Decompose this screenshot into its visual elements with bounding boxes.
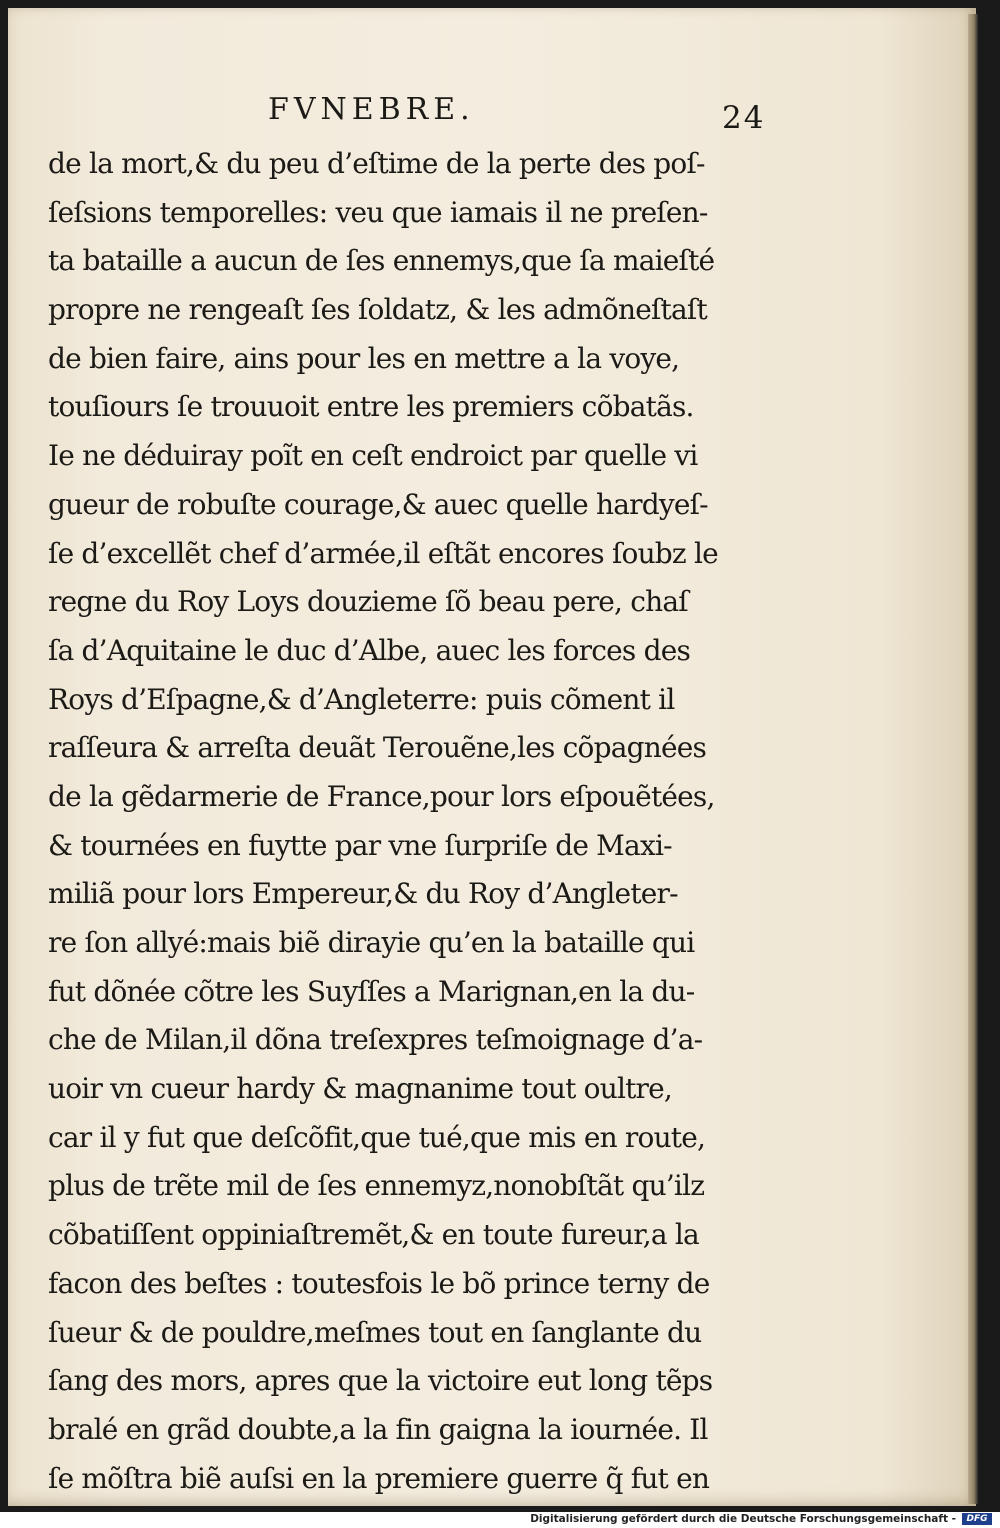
text-line: car il y fut que deſcõfit,que tué,que mis en route, [48,1120,706,1154]
running-head: FVNEBRE. [268,92,475,127]
text-line: regne du Roy Loys douzieme ſõ beau pere, chaſ [48,585,688,619]
text-line: ſang des mors, apres que la victoire eut long tẽps [48,1364,713,1398]
text-line: & tournées en fuytte par vne ſurpriſe de Maxi- [48,828,672,862]
text-line: uoir vn cueur hardy & magnanime tout oultre, [48,1072,673,1106]
body-text [48,140,768,1503]
text-line: miliã pour lors Empereur,& du Roy d’Angleter- [48,877,678,911]
text-line: fut dõnée cõtre les Suyſſes a Marignan,en la du- [48,974,695,1008]
page-number: 24 [722,100,766,136]
text-line: ſa d’Aquitaine le duc d’Albe, auec les forces des [48,633,691,667]
text-line: de bien faire, ains pour les en mettre a la voye, [48,341,680,375]
text-line: che de Milan,il dõna treſexpres teſmoignage d’a- [48,1023,703,1057]
text-line: re ſon allyé:mais biẽ dirayie qu’en la bataille qui [48,926,695,959]
text-line: bralé en grãd doubte,a la fin gaigna la iournée. Il [48,1412,708,1446]
text-line: propre ne rengeaſt ſes ſoldatz, & les admõneſtaſt [48,293,707,327]
text-line: ta bataille a aucun de ſes ennemys,que ſa maieſté [48,244,715,278]
text-line: plus de trẽte mil de ſes ennemyz,nonobſtãt qu’ilz [48,1169,705,1203]
text-line: ſe d’excellẽt chef d’armée,il eſtãt encores ſoubz le [48,536,718,570]
text-line: ſe mõſtra biẽ auſsi en la premiere guerre q̃ fut en [48,1461,710,1495]
text-line: cõbatiſſent oppiniaſtremẽt,& en toute fureur,a la [48,1218,699,1252]
text-line: raſſeura & arreſta deuãt Terouẽne,les cõpagnées [48,731,707,765]
text-line: ſueur & de pouldre,meſmes tout en ſanglante du [48,1315,702,1349]
page-edge [968,14,978,1504]
text-line: de la mort,& du peu d’eſtime de la perte des poſ- [48,147,705,180]
text-line: gueur de robuſte courage,& auec quelle hardyeſ- [48,487,708,521]
text-line: de la gẽdarmerie de France,pour lors eſpouẽtées, [48,779,715,813]
dfg-logo-icon: DFG [962,1513,992,1525]
text-line: ſeſsions temporelles: veu que iamais il ne preſen- [48,195,708,229]
text-line: touſiours ſe trouuoit entre les premiers cõbatãs. [48,390,694,424]
text-line: facon des beſtes : toutesfois le bõ prince terny de [48,1266,710,1300]
footer-credit: Digitalisierung gefördert durch die Deutsche Forschungsgemeinschaft - [530,1513,956,1525]
text-line: Roys d’Eſpagne,& d’Angleterre: puis cõment il [48,682,675,716]
text-line: Ie ne déduiray poĩt en ceſt endroict par quelle vi [48,439,698,473]
